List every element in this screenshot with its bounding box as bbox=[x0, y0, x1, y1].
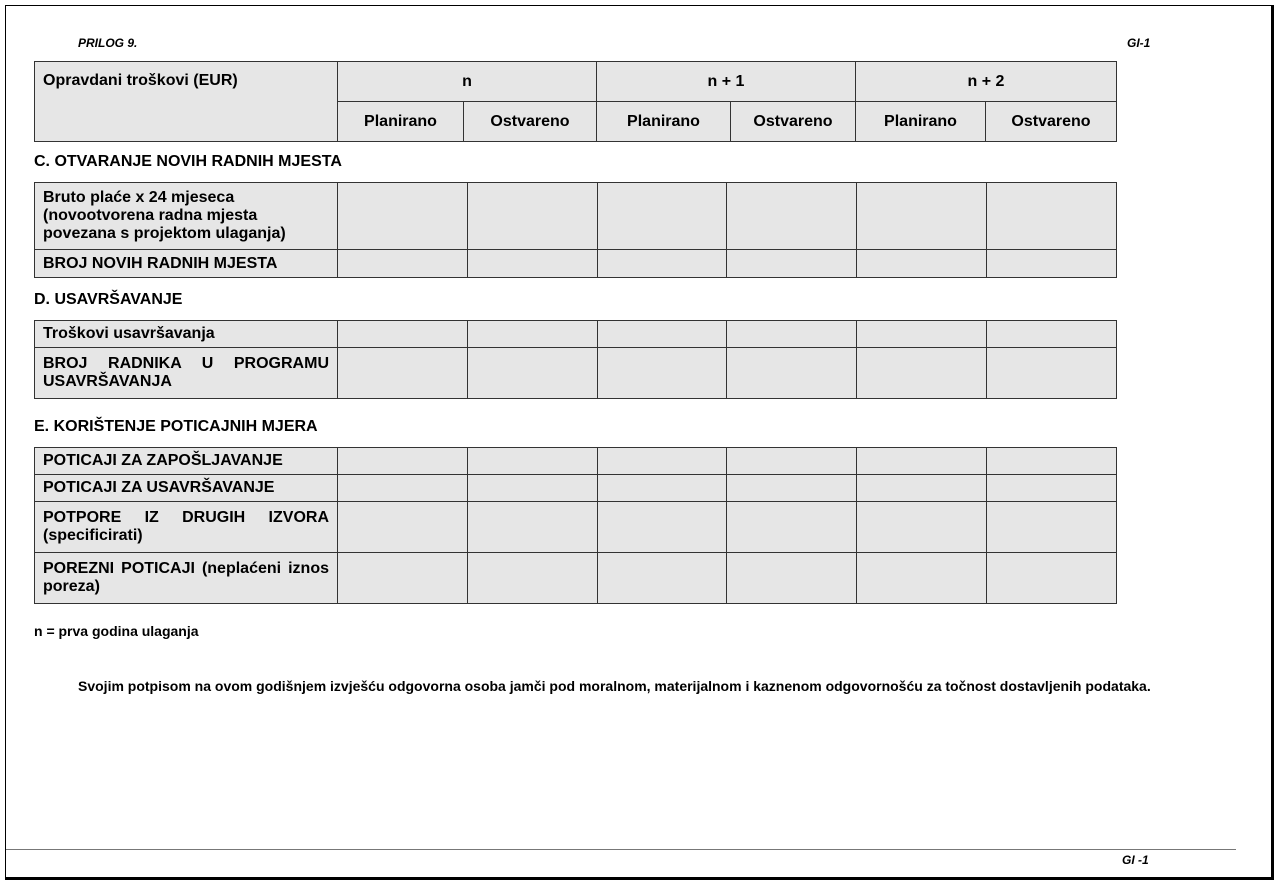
row-label: BROJ RADNIKA U PROGRAMU USAVRŠAVANJA bbox=[35, 348, 338, 399]
input-cell[interactable] bbox=[338, 502, 468, 553]
row-label: Troškovi usavršavanja bbox=[35, 321, 338, 348]
input-cell[interactable] bbox=[468, 475, 598, 502]
table-row bbox=[35, 502, 1117, 553]
input-cell[interactable] bbox=[987, 448, 1117, 475]
input-cell[interactable] bbox=[987, 553, 1117, 604]
row-label: POTICAJI ZA ZAPOŠLJAVANJE bbox=[35, 448, 338, 475]
input-cell[interactable] bbox=[857, 502, 987, 553]
form-code: GI-1 bbox=[1127, 36, 1151, 50]
row-label: POREZNI POTICAJI (neplaćeni iznos poreza) bbox=[35, 553, 338, 604]
year-n1-header: n + 1 bbox=[597, 62, 856, 102]
input-cell[interactable] bbox=[727, 348, 857, 399]
input-cell[interactable] bbox=[468, 183, 598, 250]
section-d-title: D. USAVRŠAVANJE bbox=[34, 291, 183, 308]
input-cell[interactable] bbox=[598, 348, 727, 399]
input-cell[interactable] bbox=[338, 183, 468, 250]
input-cell[interactable] bbox=[598, 183, 727, 250]
footnote: n = prva godina ulaganja bbox=[34, 623, 199, 639]
table-row bbox=[35, 553, 1117, 604]
input-cell[interactable] bbox=[727, 475, 857, 502]
input-cell[interactable] bbox=[727, 321, 857, 348]
input-cell[interactable] bbox=[468, 348, 598, 399]
input-cell[interactable] bbox=[598, 250, 727, 278]
actual-header: Ostvareno bbox=[731, 102, 856, 142]
input-cell[interactable] bbox=[598, 448, 727, 475]
input-cell[interactable] bbox=[338, 553, 468, 604]
input-cell[interactable] bbox=[468, 448, 598, 475]
input-cell[interactable] bbox=[338, 448, 468, 475]
costs-header-table bbox=[34, 61, 1117, 142]
planned-header: Planirano bbox=[856, 102, 986, 142]
year-n-header: n bbox=[338, 62, 597, 102]
input-cell[interactable] bbox=[598, 475, 727, 502]
input-cell[interactable] bbox=[468, 502, 598, 553]
input-cell[interactable] bbox=[338, 348, 468, 399]
input-cell[interactable] bbox=[987, 502, 1117, 553]
table-row bbox=[35, 321, 1117, 348]
actual-header: Ostvareno bbox=[464, 102, 597, 142]
footer-divider bbox=[6, 849, 1236, 850]
row-label: POTPORE IZ DRUGIH IZVORA (specificirati) bbox=[35, 502, 338, 553]
actual-header: Ostvareno bbox=[986, 102, 1117, 142]
input-cell[interactable] bbox=[468, 321, 598, 348]
year-n2-header: n + 2 bbox=[856, 62, 1117, 102]
input-cell[interactable] bbox=[727, 553, 857, 604]
input-cell[interactable] bbox=[987, 321, 1117, 348]
section-c-table bbox=[34, 182, 1117, 278]
input-cell[interactable] bbox=[598, 502, 727, 553]
footer-code: GI -1 bbox=[1122, 853, 1149, 867]
input-cell[interactable] bbox=[857, 250, 987, 278]
input-cell[interactable] bbox=[727, 183, 857, 250]
input-cell[interactable] bbox=[857, 321, 987, 348]
table-row bbox=[35, 348, 1117, 399]
planned-header: Planirano bbox=[338, 102, 464, 142]
section-e-table bbox=[34, 447, 1117, 604]
section-e-title: E. KORIŠTENJE POTICAJNIH MJERA bbox=[34, 418, 318, 435]
input-cell[interactable] bbox=[857, 183, 987, 250]
input-cell[interactable] bbox=[987, 183, 1117, 250]
annex-label: PRILOG 9. bbox=[78, 36, 138, 50]
input-cell[interactable] bbox=[338, 250, 468, 278]
input-cell[interactable] bbox=[857, 553, 987, 604]
input-cell[interactable] bbox=[987, 348, 1117, 399]
input-cell[interactable] bbox=[727, 250, 857, 278]
input-cell[interactable] bbox=[987, 250, 1117, 278]
costs-title: Opravdani troškovi (EUR) bbox=[35, 62, 338, 142]
input-cell[interactable] bbox=[727, 448, 857, 475]
input-cell[interactable] bbox=[857, 348, 987, 399]
table-row bbox=[35, 183, 1117, 250]
input-cell[interactable] bbox=[598, 321, 727, 348]
input-cell[interactable] bbox=[857, 448, 987, 475]
table-row bbox=[35, 448, 1117, 475]
input-cell[interactable] bbox=[468, 250, 598, 278]
table-row bbox=[35, 250, 1117, 278]
document-page bbox=[5, 5, 1274, 880]
planned-header: Planirano bbox=[597, 102, 731, 142]
input-cell[interactable] bbox=[857, 475, 987, 502]
declaration-text: Svojim potpisom na ovom godišnjem izvješću odgovorna osoba jamči pod moralnom, materijalnom i kaznenom odgovornošću za točnost dostavljenih podataka. bbox=[78, 678, 1151, 694]
input-cell[interactable] bbox=[338, 475, 468, 502]
row-label: BROJ NOVIH RADNIH MJESTA bbox=[35, 250, 338, 278]
table-row bbox=[35, 475, 1117, 502]
row-label: POTICAJI ZA USAVRŠAVANJE bbox=[35, 475, 338, 502]
input-cell[interactable] bbox=[598, 553, 727, 604]
section-c-title: C. OTVARANJE NOVIH RADNIH MJESTA bbox=[34, 153, 342, 170]
section-d-table bbox=[34, 320, 1117, 399]
input-cell[interactable] bbox=[987, 475, 1117, 502]
row-label: Bruto plaće x 24 mjeseca (novootvorena radna mjesta povezana s projektom ulaganja) bbox=[35, 183, 338, 250]
input-cell[interactable] bbox=[727, 502, 857, 553]
input-cell[interactable] bbox=[468, 553, 598, 604]
input-cell[interactable] bbox=[338, 321, 468, 348]
